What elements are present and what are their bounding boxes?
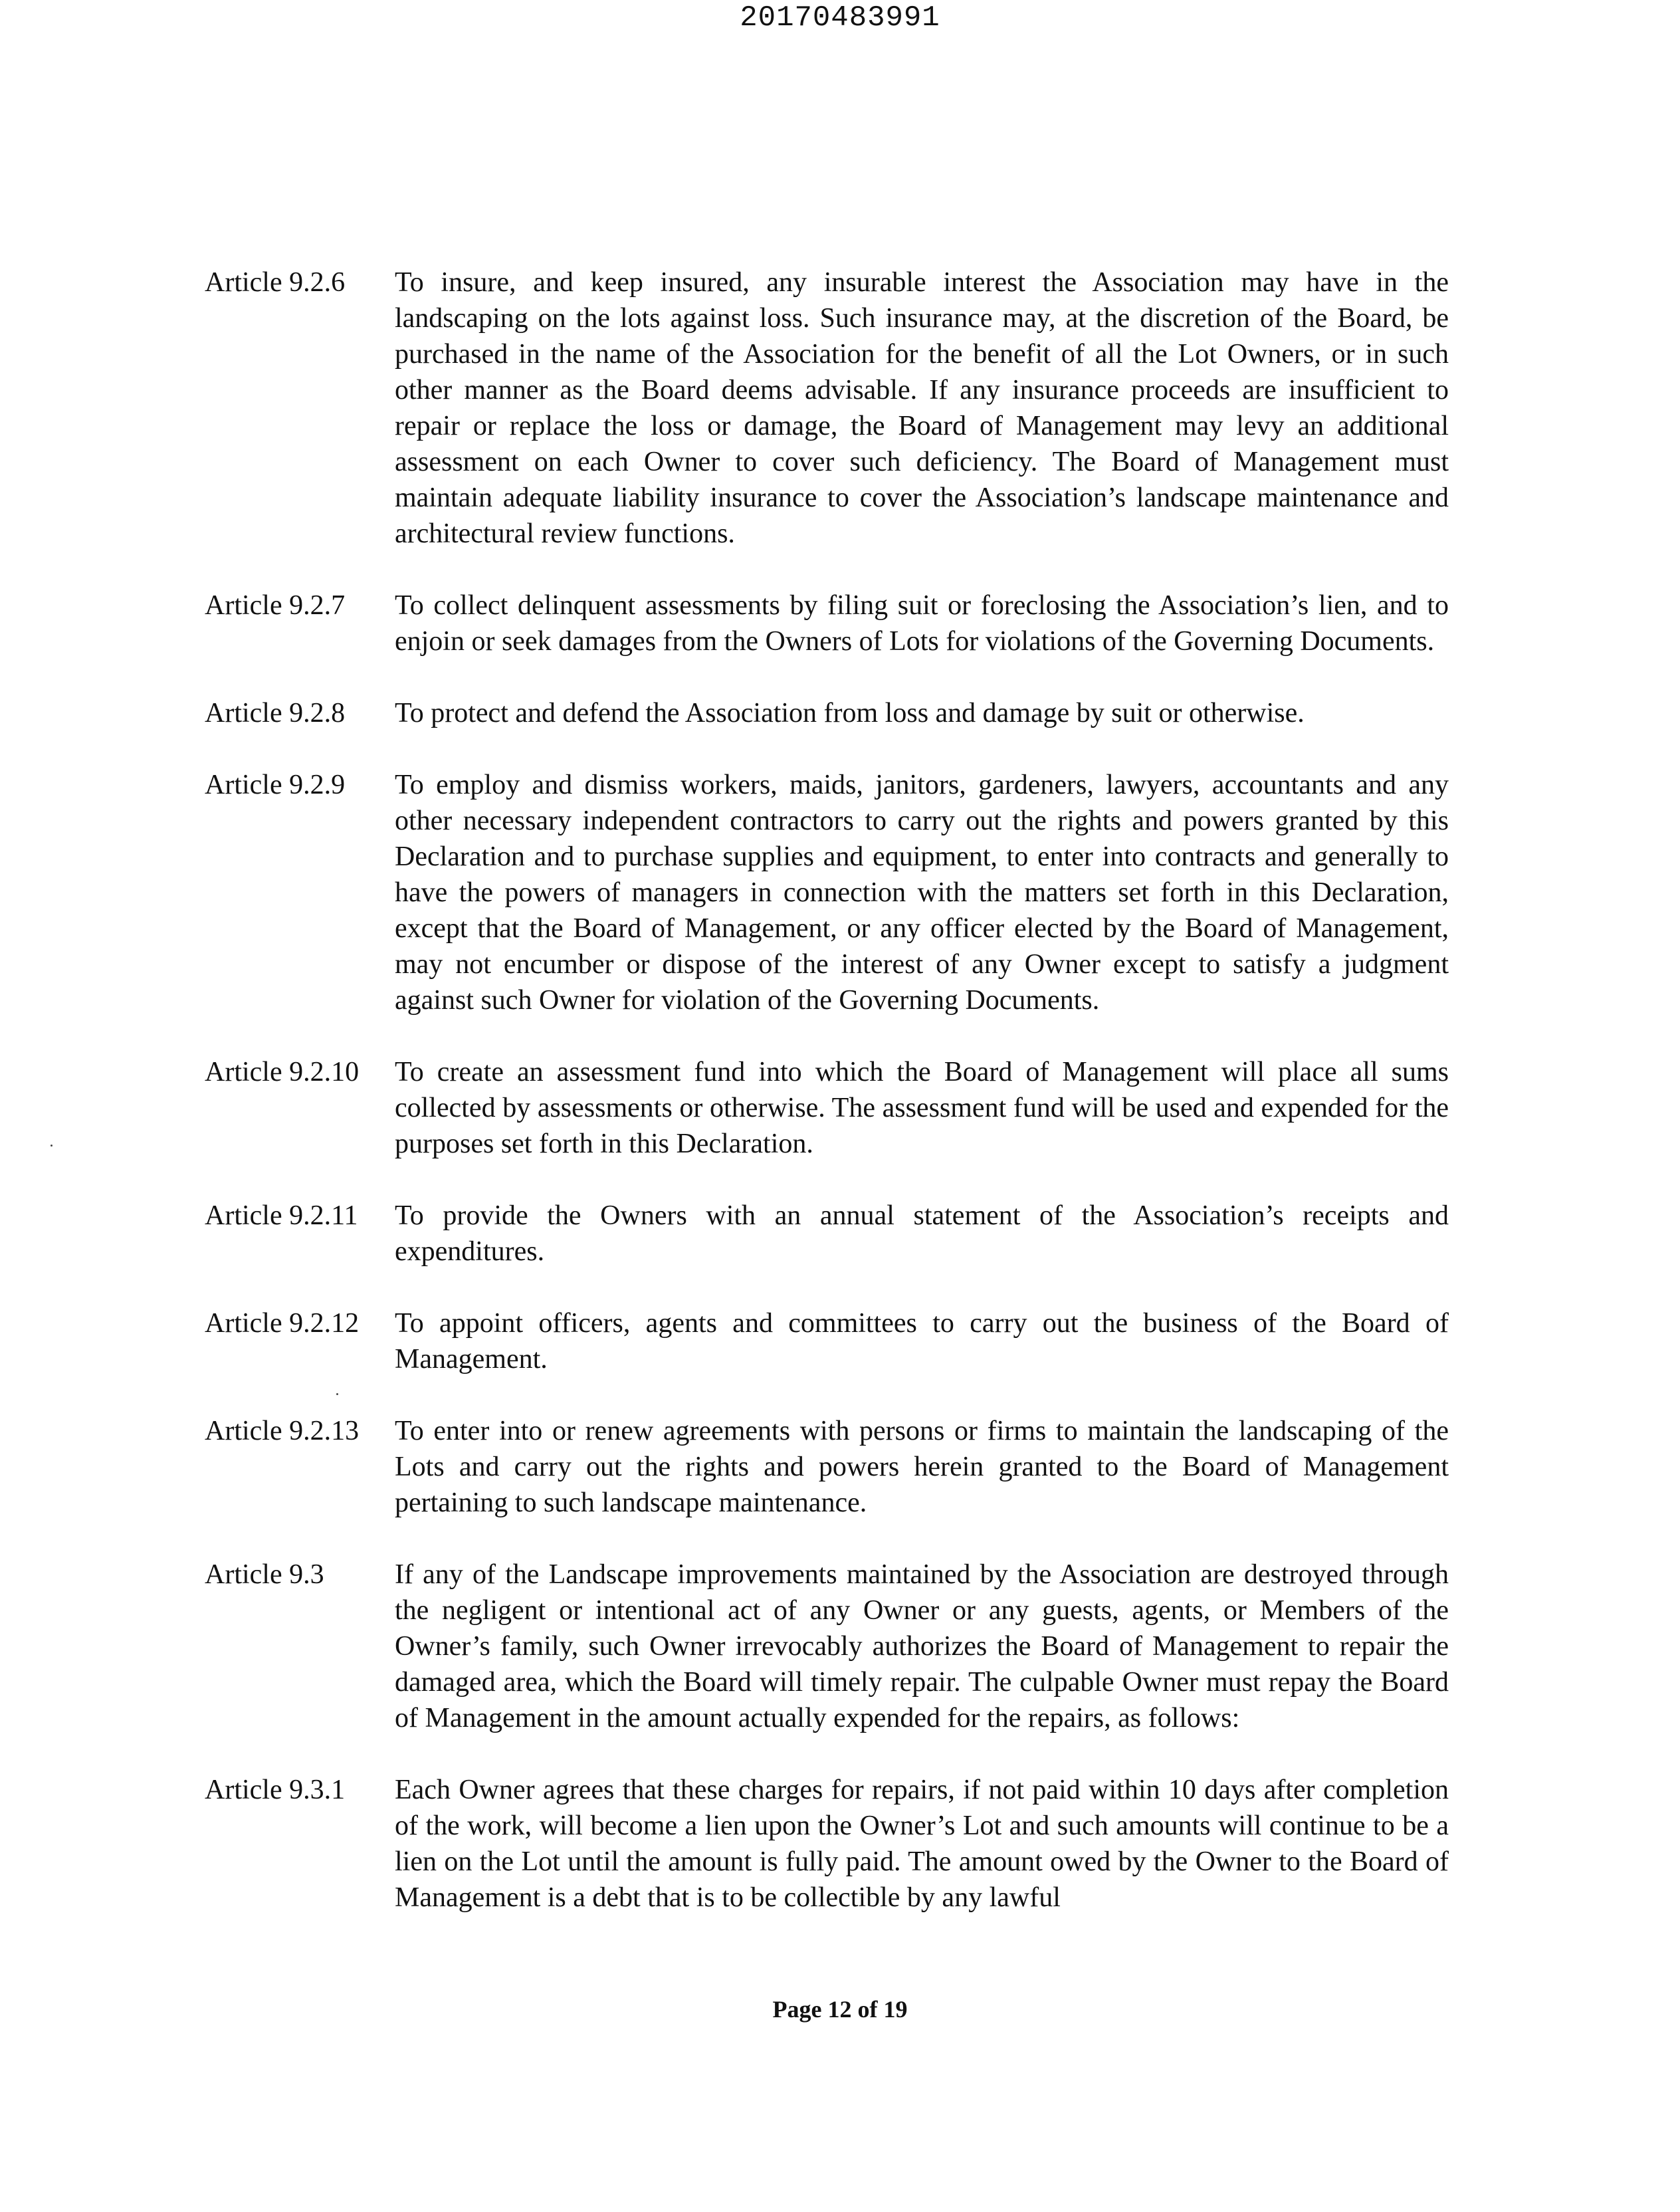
article-label: Article 9.2.6 — [205, 267, 346, 298]
article-9-2-10 — [205, 1054, 1449, 1162]
article-text: To collect delinquent assessments by filing suit or foreclosing the Association’s lien, and to enjoin or seek damages from the Owners of Lots for violations of the Governing Documents. — [395, 590, 1449, 657]
article-label: Article 9.2.12 — [205, 1308, 360, 1339]
document-number: 20170483991 — [740, 1, 940, 35]
article-text: To employ and dismiss workers, maids, janitors, gardeners, lawyers, accountants and any other necessary independent contractors to carry out the rights and powers granted by this Declaration and to purchase supplies and equipment, to enter into contracts and generally to have the powers of managers in connection with the matters set forth in this Declaration, except that the Board of Management, or any officer elected by the Board of Management, may not encumber or dispose of the interest of any Owner except to satisfy a judgment against such Owner for violation of the Governing Documents. — [395, 770, 1449, 1016]
article-text: If any of the Landscape improvements maintained by the Association are destroyed through the negligent or intentional act of any Owner or any guests, agents, or Members of the Owner’s family, such Owner irrevocably authorizes the Board of Management to repair the damaged area, which the Board will timely repair. The culpable Owner must repay the Board of Management in the amount actually expended for the repairs, as follows: — [395, 1559, 1449, 1733]
article-text: To insure, and keep insured, any insurable interest the Association may have in the landscaping on the lots against loss. Such insurance may, at the discretion of the Board, be purchased in the name of the Association for the benefit of all the Lot Owners, or in such other manner as the Board deems advisable. If any insurance proceeds are insufficient to repair or replace the loss or damage, the Board of Management may levy an additional assessment on each Owner to cover such deficiency. The Board of Management must maintain adequate liability insurance to cover the Association’s landscape maintenance and architectural review functions. — [395, 267, 1449, 549]
page-number: Page 12 of 19 — [772, 1996, 908, 2023]
article-text: To create an assessment fund into which the Board of Management will place all sums collected by assessments or otherwise. The assessment fund will be used and expended for the purposes set forth in this Declaration. — [395, 1057, 1449, 1159]
article-text: To enter into or renew agreements with persons or firms to maintain the landscaping of the Lots and carry out the rights and powers herein granted to the Board of Management pertaining to such landscape maintenance. — [395, 1416, 1449, 1518]
article-9-2-9 — [205, 767, 1449, 1018]
article-9-2-7 — [205, 588, 1449, 659]
article-9-2-12 — [205, 1305, 1449, 1377]
scan-speck — [336, 1393, 338, 1395]
article-9-2-8 — [205, 695, 1449, 731]
article-label: Article 9.3 — [205, 1559, 324, 1590]
article-9-3-1 — [205, 1772, 1449, 1916]
article-9-2-13 — [205, 1413, 1449, 1521]
article-label: Article 9.2.8 — [205, 698, 346, 728]
article-9-2-11 — [205, 1198, 1449, 1270]
article-label: Article 9.2.10 — [205, 1057, 360, 1087]
articles-list — [205, 265, 1449, 1951]
article-label: Article 9.2.7 — [205, 590, 346, 621]
article-9-3 — [205, 1557, 1449, 1736]
article-text: To protect and defend the Association from loss and damage by suit or otherwise. — [395, 698, 1305, 728]
article-text: To provide the Owners with an annual statement of the Association’s receipts and expenditures. — [395, 1200, 1449, 1267]
article-9-2-6 — [205, 265, 1449, 552]
article-label: Article 9.3.1 — [205, 1775, 346, 1805]
article-label: Article 9.2.11 — [205, 1200, 358, 1231]
scan-speck — [51, 1145, 52, 1147]
article-label: Article 9.2.9 — [205, 770, 346, 800]
article-text: Each Owner agrees that these charges for repairs, if not paid within 10 days after completion of the work, will become a lien upon the Owner’s Lot and such amounts will continue to be a lien on the Lot until the amount is fully paid. The amount owed by the Owner to the Board of Management is a debt that is to be collectible by any lawful — [395, 1775, 1449, 1913]
article-label: Article 9.2.13 — [205, 1416, 360, 1446]
article-text: To appoint officers, agents and committees to carry out the business of the Board of Management. — [395, 1308, 1449, 1375]
